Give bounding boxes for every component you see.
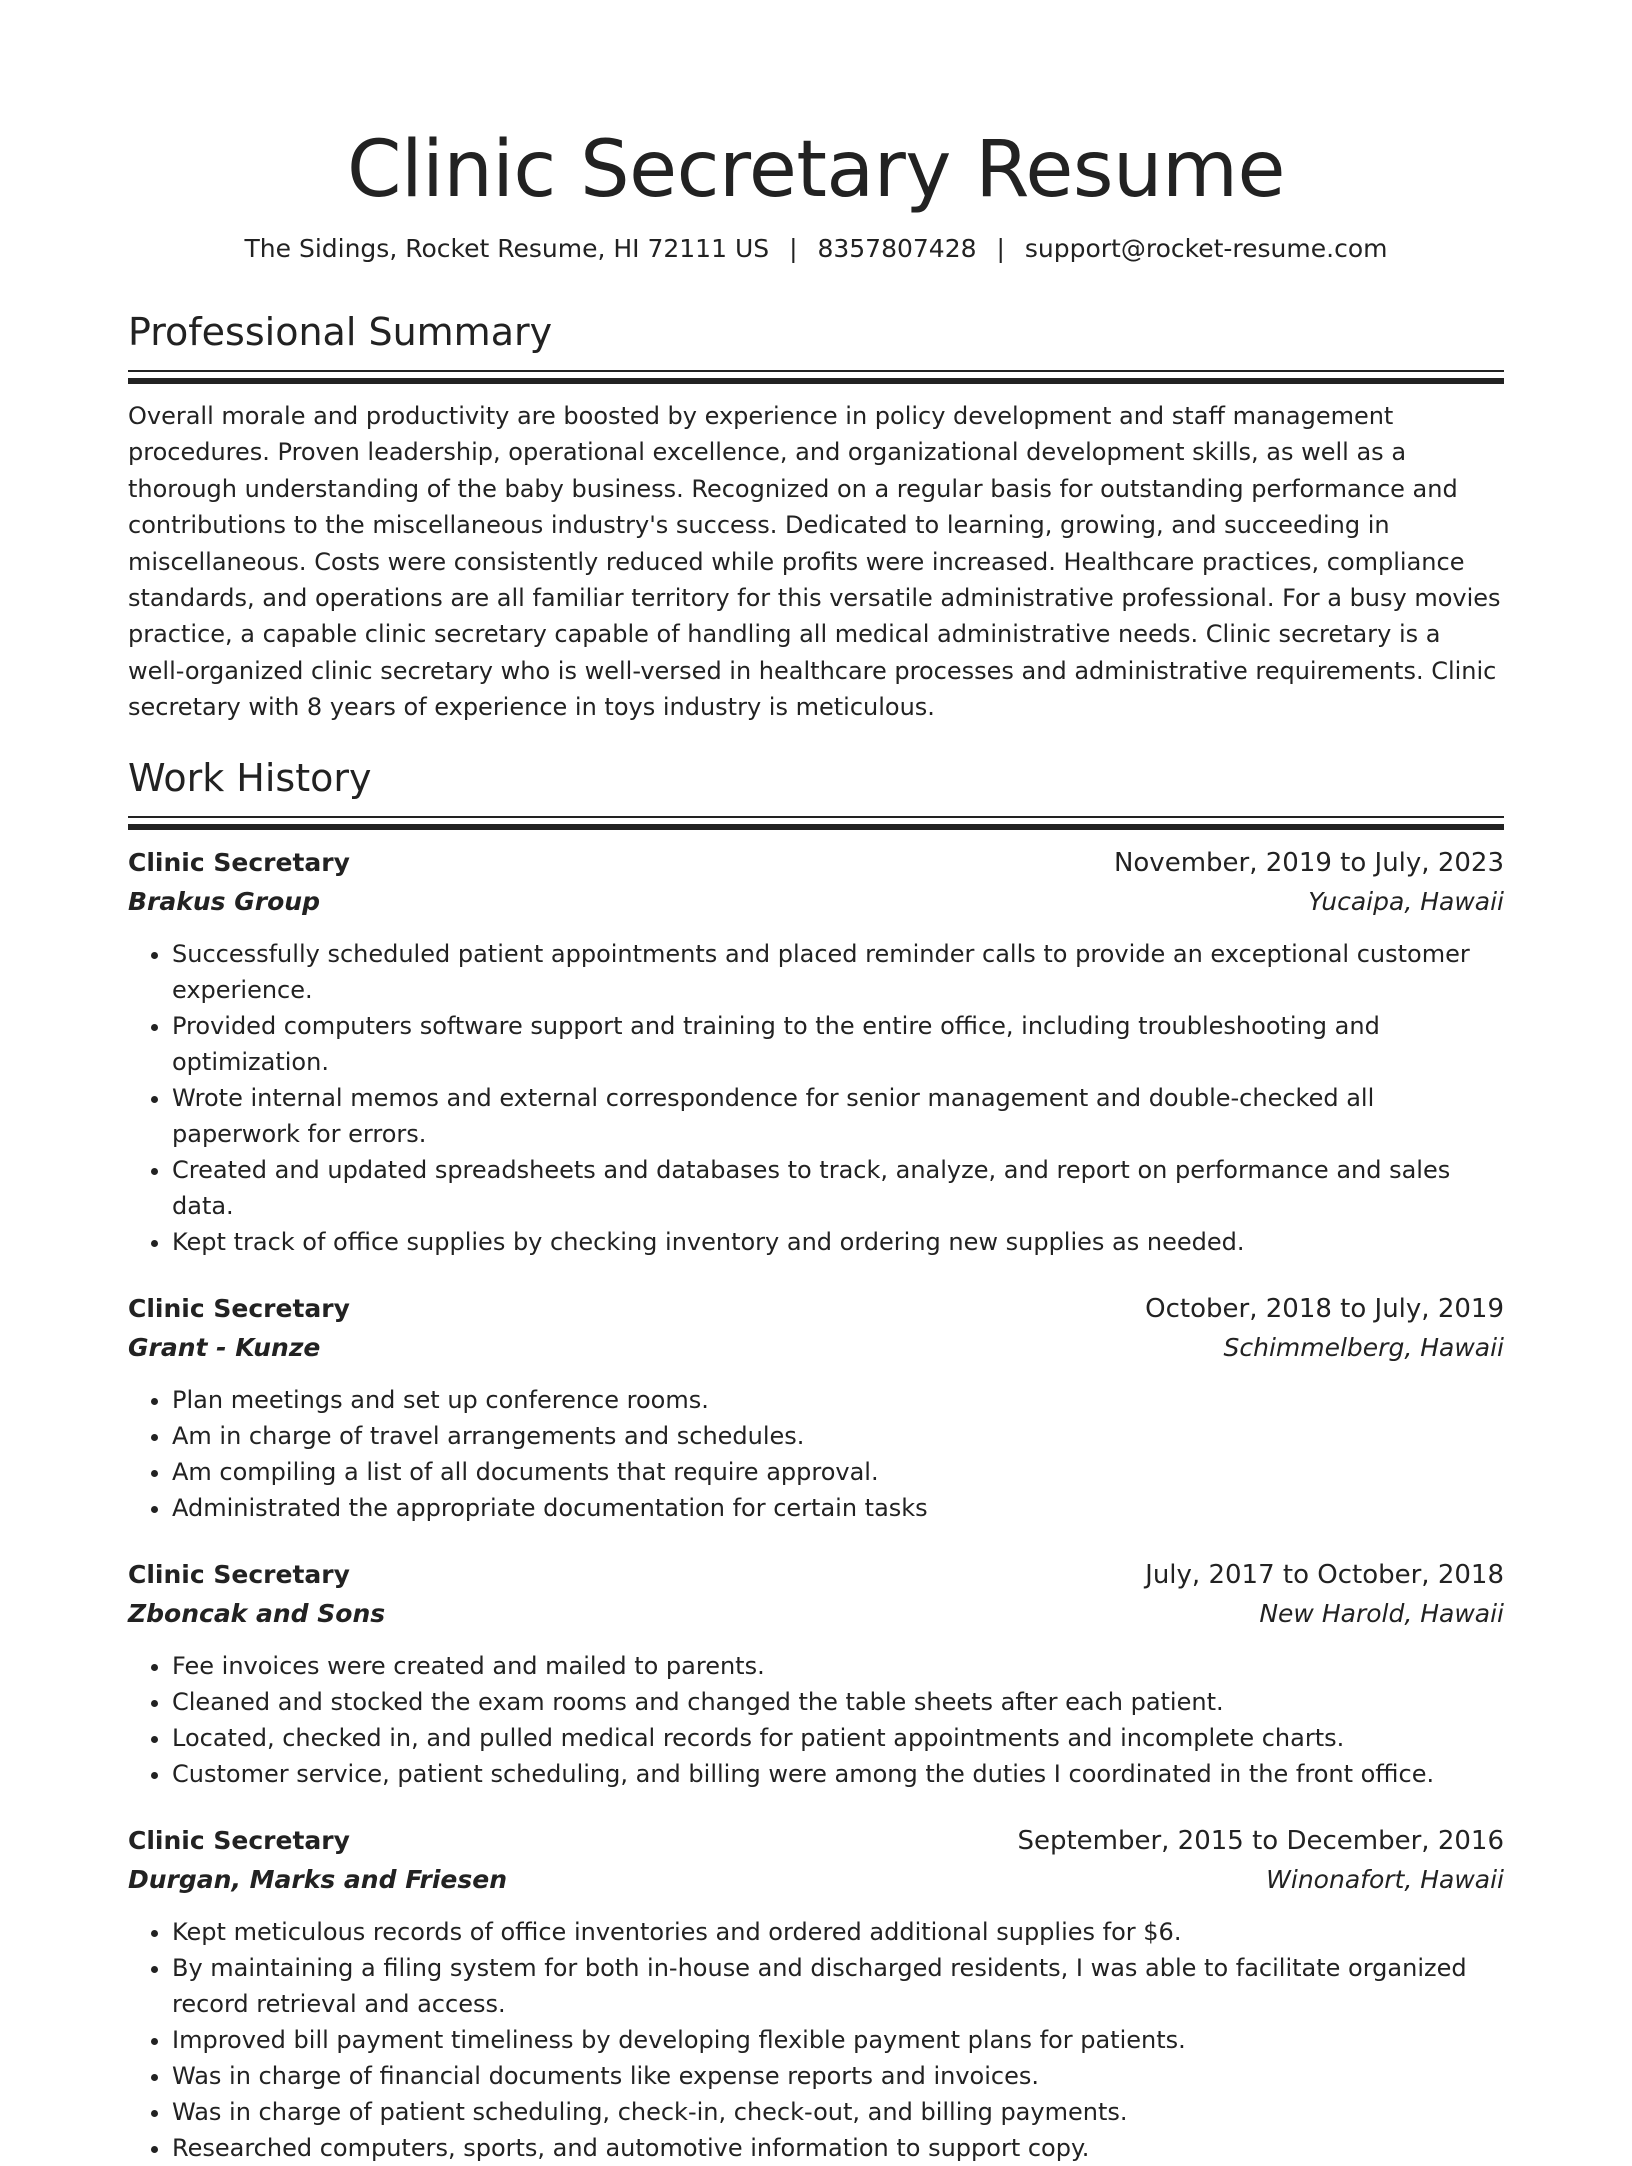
job-bullet-list: [128, 1648, 1504, 1792]
section-heading-work: Work History: [128, 755, 372, 800]
section-divider: [128, 816, 1504, 830]
job-title: Clinic Secretary: [128, 1559, 350, 1589]
job-bullet-list: [128, 936, 1504, 1260]
job-title: Clinic Secretary: [128, 1825, 350, 1855]
job-bullet: • By maintaining a filing system for both in-house and discharged residents, I was able to facilitate organized record retrieval and access.: [172, 1950, 1504, 2022]
job-company-row: [128, 1860, 1504, 1900]
job-dates: October, 2018 to July, 2019: [1145, 1293, 1504, 1324]
job-location: Winonafort, Hawaii: [1266, 1864, 1504, 1894]
job-entry: [128, 1290, 1504, 1526]
job-dates: November, 2019 to July, 2023: [1113, 847, 1504, 878]
job-bullet: • Successfully scheduled patient appointments and placed reminder calls to provide an exceptional customer experience.: [172, 936, 1504, 1008]
section-divider: [128, 370, 1504, 384]
job-location: New Harold, Hawaii: [1259, 1598, 1504, 1628]
job-company-row: [128, 882, 1504, 922]
job-bullet: • Am in charge of travel arrangements and schedules.: [172, 1418, 1504, 1454]
job-bullet: • Plan meetings and set up conference rooms.: [172, 1382, 1504, 1418]
job-entry: [128, 1556, 1504, 1792]
job-company: Brakus Group: [128, 886, 320, 916]
job-location: Yucaipa, Hawaii: [1308, 886, 1504, 916]
job-dates: September, 2015 to December, 2016: [1017, 1825, 1504, 1856]
job-company: Durgan, Marks and Friesen: [128, 1864, 508, 1894]
contact-separator: |: [996, 234, 1005, 263]
job-bullet-list: [128, 1382, 1504, 1526]
summary-text: Overall morale and productivity are boosted by experience in policy development and staff management procedures. Proven leadership, operational excellence, and organizational development skills, as well as a thorough understanding of the baby business. Recognized on a regular basis for outstanding performance and contributions to the miscellaneous industry's success. Dedicated to learning, growing, and succeeding in miscellaneous. Costs were consistently reduced while profits were increased. Healthcare practices, compliance standards, and operations are all familiar territory for this versatile administrative professional. For a busy movies practice, a capable clinic secretary capable of handling all medical administrative needs. Clinic secretary is a well-organized clinic secretary who is well-versed in healthcare processes and administrative requirements. Clinic secretary with 8 years of experience in toys industry is meticulous.: [128, 402, 1501, 722]
job-bullet: • Fee invoices were created and mailed to parents.: [172, 1648, 1504, 1684]
job-bullet: • Kept track of office supplies by checking inventory and ordering new supplies as needed.: [172, 1224, 1504, 1260]
job-dates: July, 2017 to October, 2018: [1145, 1559, 1504, 1590]
job-bullet-list: [128, 1914, 1504, 2166]
job-bullet: • Kept meticulous records of office inventories and ordered additional supplies for $6.: [172, 1914, 1504, 1950]
job-location: Schimmelberg, Hawaii: [1223, 1332, 1504, 1362]
job-company: Grant - Kunze: [128, 1332, 321, 1362]
contact-address: The Sidings, Rocket Resume, HI 72111 US: [244, 234, 770, 263]
job-bullet: • Cleaned and stocked the exam rooms and changed the table sheets after each patient.: [172, 1684, 1504, 1720]
job-title: Clinic Secretary: [128, 847, 350, 877]
job-bullet: • Provided computers software support and training to the entire office, including troubleshooting and optimization.: [172, 1008, 1504, 1080]
job-company: Zboncak and Sons: [128, 1598, 386, 1628]
job-title-row: [128, 844, 1504, 882]
contact-separator: |: [789, 234, 798, 263]
job-bullet: • Wrote internal memos and external correspondence for senior management and double-checked all paperwork for errors.: [172, 1080, 1504, 1152]
work-history-section: [128, 754, 1504, 2166]
resume-title: Clinic Secretary Resume: [347, 125, 1285, 215]
section-heading-summary: Professional Summary: [128, 310, 553, 354]
job-bullet: • Customer service, patient scheduling, and billing were among the duties I coordinated in the front office.: [172, 1756, 1504, 1792]
job-title-row: [128, 1556, 1504, 1594]
contact-line: [128, 232, 1504, 266]
job-entry: [128, 1822, 1504, 2166]
job-company-row: [128, 1594, 1504, 1634]
job-bullet: • Am compiling a list of all documents that require approval.: [172, 1454, 1504, 1490]
contact-email: support@rocket-resume.com: [1024, 234, 1388, 263]
professional-summary-section: [128, 308, 1504, 726]
job-title: Clinic Secretary: [128, 1293, 350, 1323]
contact-phone: 8357807428: [817, 234, 977, 263]
job-company-row: [128, 1328, 1504, 1368]
job-bullet: • Created and updated spreadsheets and databases to track, analyze, and report on performance and sales data.: [172, 1152, 1504, 1224]
job-bullet: • Administrated the appropriate documentation for certain tasks: [172, 1490, 1504, 1526]
job-bullet: • Was in charge of financial documents like expense reports and invoices.: [172, 2058, 1504, 2094]
job-bullet: • Improved bill payment timeliness by developing flexible payment plans for patients.: [172, 2022, 1504, 2058]
job-bullet: • Was in charge of patient scheduling, check-in, check-out, and billing payments.: [172, 2094, 1504, 2130]
job-entry: [128, 844, 1504, 1260]
job-title-row: [128, 1290, 1504, 1328]
job-title-row: [128, 1822, 1504, 1860]
job-bullet: • Located, checked in, and pulled medical records for patient appointments and incomplete charts.: [172, 1720, 1504, 1756]
job-bullet: • Researched computers, sports, and automotive information to support copy.: [172, 2130, 1504, 2166]
